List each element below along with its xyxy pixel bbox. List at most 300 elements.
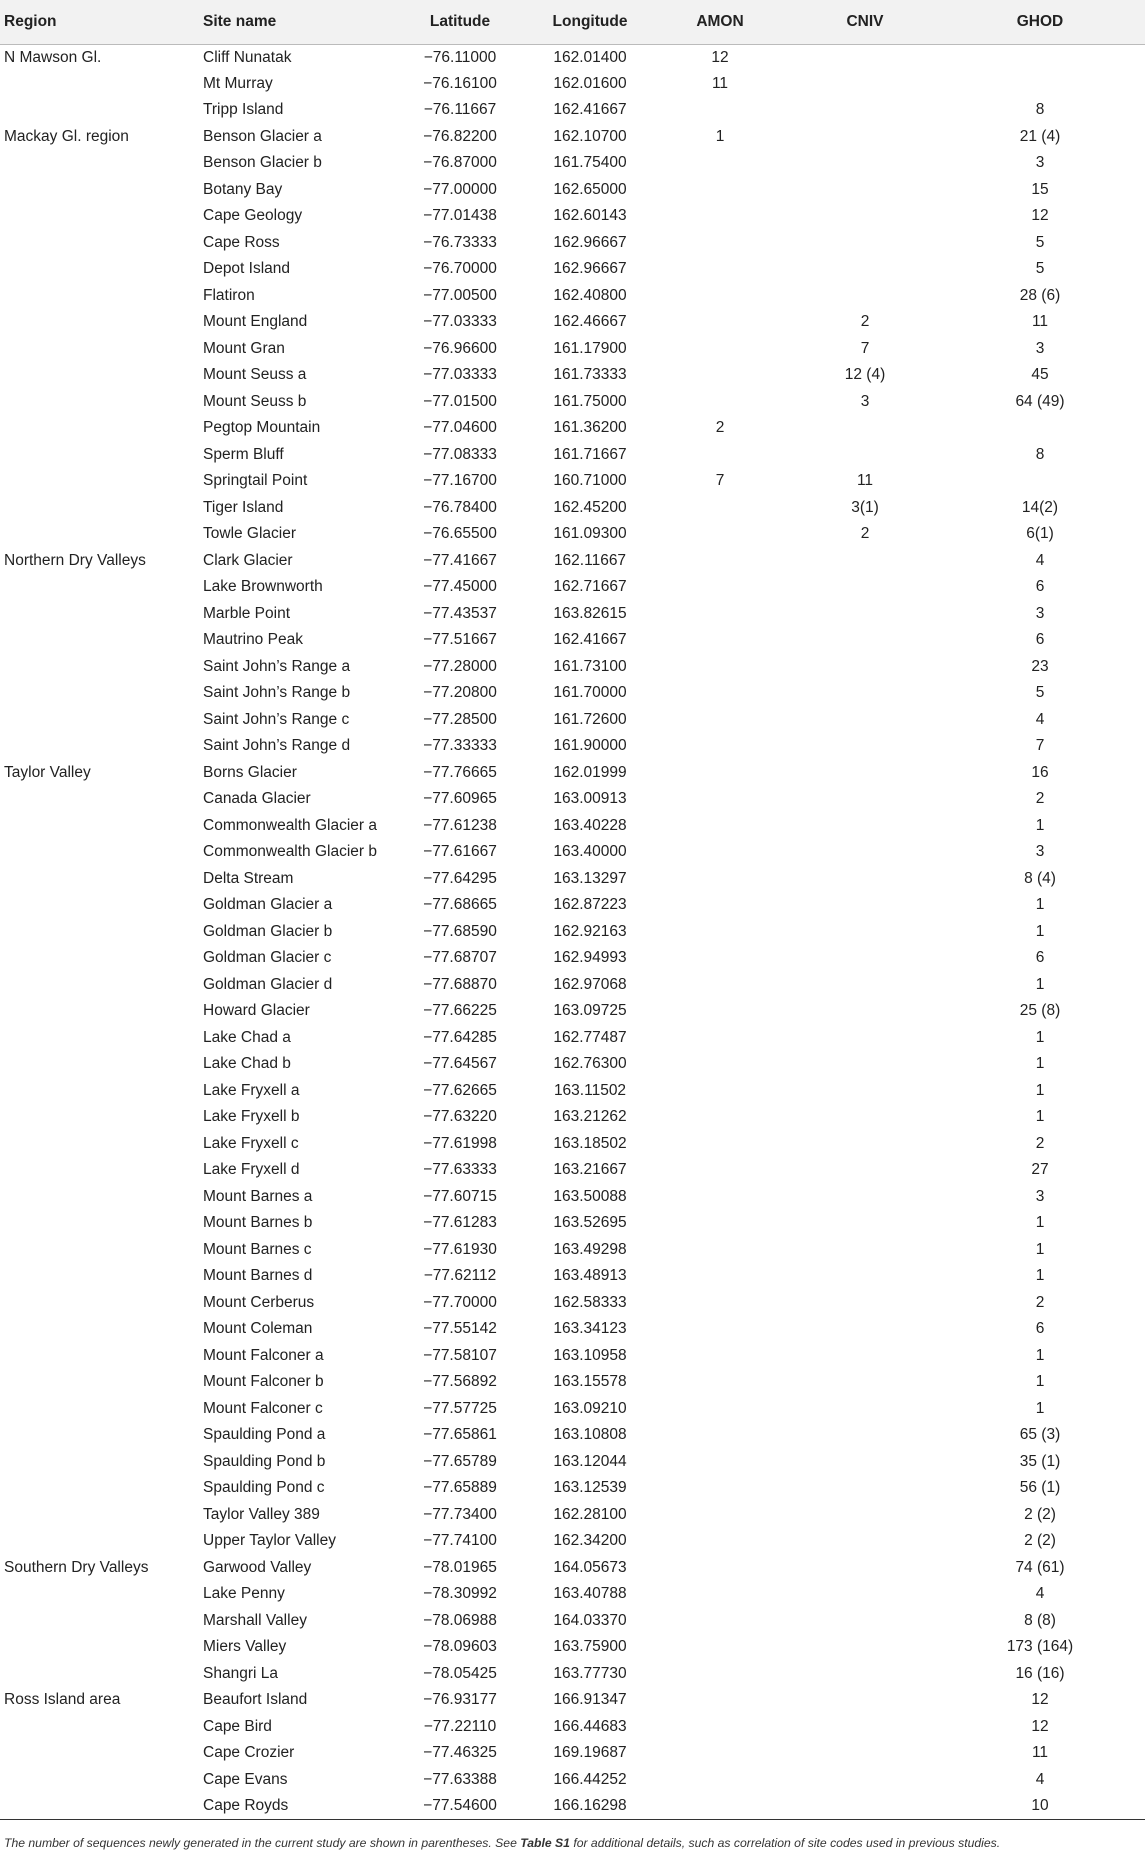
cell-site-name: Upper Taylor Valley bbox=[203, 1532, 336, 1550]
cell-amon bbox=[645, 813, 795, 840]
table-row bbox=[0, 1714, 1145, 1741]
cell-ghod: 4 bbox=[1035, 551, 1045, 569]
cell-cniv: 7 bbox=[860, 339, 870, 357]
cell-latitude: −77.64567 bbox=[423, 1055, 497, 1073]
table-row bbox=[0, 283, 1145, 310]
cell-longitude: 163.12539 bbox=[553, 1479, 627, 1497]
cell-latitude: −77.65861 bbox=[423, 1426, 497, 1444]
cell-site-name: Saint John’s Range b bbox=[203, 684, 351, 702]
cell-longitude: 162.97068 bbox=[553, 975, 627, 993]
cell-ghod: 2 bbox=[1035, 1134, 1045, 1152]
cell-longitude: 162.34200 bbox=[553, 1532, 627, 1550]
cell-longitude: 162.58333 bbox=[553, 1293, 627, 1311]
cell-cniv bbox=[795, 1502, 935, 1529]
cell-amon bbox=[645, 1634, 795, 1661]
cell-region: Mackay Gl. region bbox=[4, 127, 129, 145]
cell-latitude: −77.73400 bbox=[423, 1505, 497, 1523]
cell-region bbox=[0, 71, 203, 98]
cell-region bbox=[0, 733, 203, 760]
cell-ghod bbox=[935, 71, 1145, 98]
cell-site-name: Lake Brownworth bbox=[203, 578, 323, 596]
cell-site-name: Cape Crozier bbox=[203, 1744, 295, 1762]
table-row bbox=[0, 627, 1145, 654]
table-row bbox=[0, 521, 1145, 548]
cell-ghod: 6(1) bbox=[1026, 525, 1054, 543]
cell-amon bbox=[645, 336, 795, 363]
cell-latitude: −76.70000 bbox=[423, 260, 497, 278]
table-row bbox=[0, 1157, 1145, 1184]
cell-cniv bbox=[795, 548, 935, 575]
cell-site-name: Cliff Nunatak bbox=[203, 48, 292, 66]
cell-ghod: 1 bbox=[1035, 896, 1045, 914]
cell-ghod: 12 bbox=[1031, 1717, 1049, 1735]
cell-latitude: −76.11000 bbox=[423, 48, 497, 66]
cell-cniv bbox=[795, 601, 935, 628]
cell-latitude: −77.03333 bbox=[423, 313, 497, 331]
cell-cniv bbox=[795, 760, 935, 787]
cell-site-name: Mount Barnes c bbox=[203, 1240, 312, 1258]
table-row bbox=[0, 786, 1145, 813]
cell-cniv bbox=[795, 283, 935, 310]
cell-ghod: 16 bbox=[1031, 763, 1049, 781]
cell-site-name: Cape Royds bbox=[203, 1793, 385, 1820]
cell-amon bbox=[645, 203, 795, 230]
cell-amon bbox=[645, 1714, 795, 1741]
cell-amon bbox=[645, 1608, 795, 1635]
table-row bbox=[0, 945, 1145, 972]
cell-ghod: 6 bbox=[1035, 949, 1045, 967]
cell-longitude: 163.10808 bbox=[553, 1426, 627, 1444]
cell-latitude: −77.62112 bbox=[423, 1267, 497, 1285]
cell-ghod: 8 bbox=[1035, 101, 1045, 119]
cell-cniv bbox=[795, 707, 935, 734]
cell-region bbox=[0, 1184, 203, 1211]
cell-site-name: Goldman Glacier a bbox=[203, 896, 333, 914]
table-row bbox=[0, 866, 1145, 893]
cell-site-name: Marshall Valley bbox=[203, 1611, 307, 1629]
cell-latitude: −76.78400 bbox=[423, 498, 497, 516]
cell-site-name: Spaulding Pond c bbox=[203, 1479, 325, 1497]
cell-region bbox=[0, 1157, 203, 1184]
cell-region bbox=[0, 839, 203, 866]
cell-latitude: −77.55142 bbox=[423, 1320, 497, 1338]
cell-latitude: −76.73333 bbox=[423, 233, 497, 251]
cell-cniv bbox=[795, 813, 935, 840]
cell-ghod: 1 bbox=[1035, 816, 1045, 834]
cell-region bbox=[0, 786, 203, 813]
cell-latitude: −76.96600 bbox=[423, 339, 497, 357]
cell-longitude: 163.40228 bbox=[553, 816, 627, 834]
cell-region bbox=[0, 1290, 203, 1317]
cell-longitude: 163.12044 bbox=[553, 1452, 627, 1470]
table-row bbox=[0, 1078, 1145, 1105]
table-row bbox=[0, 1263, 1145, 1290]
cell-site-name: Tripp Island bbox=[203, 101, 284, 119]
cell-latitude: −77.28000 bbox=[423, 657, 497, 675]
cell-cniv bbox=[795, 627, 935, 654]
header-region: Region bbox=[0, 0, 203, 44]
cell-amon: 2 bbox=[715, 419, 725, 437]
cell-site-name: Marble Point bbox=[203, 604, 291, 622]
cell-amon bbox=[645, 1078, 795, 1105]
cell-region bbox=[0, 1740, 203, 1767]
cell-amon bbox=[645, 1793, 795, 1820]
cell-site-name: Pegtop Mountain bbox=[203, 419, 321, 437]
cell-amon bbox=[645, 919, 795, 946]
cell-site-name: Canada Glacier bbox=[203, 790, 311, 808]
cell-site-name: Commonwealth Glacier a bbox=[203, 816, 378, 834]
cell-ghod: 5 bbox=[1035, 233, 1045, 251]
cell-amon bbox=[645, 998, 795, 1025]
cell-ghod: 28 (6) bbox=[1019, 286, 1061, 304]
cell-ghod: 3 bbox=[1035, 1187, 1045, 1205]
cell-region bbox=[0, 1608, 203, 1635]
cell-cniv bbox=[795, 1767, 935, 1794]
cell-region bbox=[0, 283, 203, 310]
table-row bbox=[0, 760, 1145, 787]
cell-ghod: 8 (8) bbox=[1024, 1611, 1056, 1629]
cell-latitude: −77.28500 bbox=[423, 710, 497, 728]
cell-cniv bbox=[795, 574, 935, 601]
cell-region bbox=[0, 1661, 203, 1688]
cell-region bbox=[0, 627, 203, 654]
cell-cniv bbox=[795, 1555, 935, 1582]
cell-ghod bbox=[935, 468, 1145, 495]
cell-cniv bbox=[795, 866, 935, 893]
table-header-row bbox=[0, 0, 1145, 44]
table-row bbox=[0, 1422, 1145, 1449]
cell-region bbox=[0, 1449, 203, 1476]
cell-region bbox=[0, 1025, 203, 1052]
cell-amon bbox=[645, 680, 795, 707]
cell-region bbox=[0, 468, 203, 495]
cell-latitude: −78.05425 bbox=[423, 1664, 497, 1682]
cell-region bbox=[0, 972, 203, 999]
table-row bbox=[0, 1343, 1145, 1370]
cell-latitude: −77.68590 bbox=[423, 922, 497, 940]
table-row bbox=[0, 1793, 1145, 1820]
cell-longitude: 163.00913 bbox=[553, 790, 627, 808]
cell-site-name: Benson Glacier b bbox=[203, 154, 322, 172]
cell-longitude: 161.72600 bbox=[553, 710, 627, 728]
cell-amon bbox=[645, 733, 795, 760]
cell-site-name: Sperm Bluff bbox=[203, 445, 284, 463]
table-row bbox=[0, 1449, 1145, 1476]
cell-latitude: −77.58107 bbox=[423, 1346, 497, 1364]
cell-cniv bbox=[795, 1184, 935, 1211]
cell-longitude: 161.17900 bbox=[553, 339, 627, 357]
cell-amon bbox=[645, 1184, 795, 1211]
table-row bbox=[0, 972, 1145, 999]
cell-cniv bbox=[795, 998, 935, 1025]
cell-amon bbox=[645, 1051, 795, 1078]
cell-amon bbox=[645, 1157, 795, 1184]
table-row bbox=[0, 336, 1145, 363]
table-row bbox=[0, 1104, 1145, 1131]
cell-cniv bbox=[795, 1369, 935, 1396]
cell-longitude: 162.11667 bbox=[553, 551, 627, 569]
cell-cniv bbox=[795, 945, 935, 972]
cell-region bbox=[0, 1502, 203, 1529]
table-row bbox=[0, 1210, 1145, 1237]
cell-longitude: 163.52695 bbox=[553, 1214, 627, 1232]
cell-region bbox=[0, 1767, 203, 1794]
cell-latitude: −77.45000 bbox=[423, 578, 497, 596]
cell-site-name: Lake Fryxell d bbox=[203, 1161, 300, 1179]
cell-longitude: 162.10700 bbox=[553, 127, 627, 145]
cell-site-name: Mount Gran bbox=[203, 339, 285, 357]
cell-region bbox=[0, 442, 203, 469]
cell-ghod: 74 (61) bbox=[1015, 1558, 1065, 1576]
cell-site-name: Saint John’s Range d bbox=[203, 737, 351, 755]
cell-ghod: 1 bbox=[1035, 1055, 1045, 1073]
cell-cniv bbox=[795, 839, 935, 866]
cell-latitude: −77.65889 bbox=[423, 1479, 497, 1497]
cell-amon bbox=[645, 256, 795, 283]
table-row bbox=[0, 1396, 1145, 1423]
cell-amon bbox=[645, 1131, 795, 1158]
cell-ghod bbox=[935, 44, 1145, 71]
cell-region bbox=[0, 203, 203, 230]
cell-region bbox=[0, 1793, 203, 1820]
cell-ghod: 10 bbox=[935, 1793, 1145, 1820]
cell-latitude: −77.64285 bbox=[423, 1028, 497, 1046]
cell-longitude: 162.65000 bbox=[553, 180, 627, 198]
cell-ghod: 6 bbox=[1035, 631, 1045, 649]
cell-ghod: 2 (2) bbox=[1024, 1505, 1056, 1523]
cell-cniv bbox=[795, 1131, 935, 1158]
table-body bbox=[0, 44, 1145, 1820]
cell-ghod: 65 (3) bbox=[1019, 1426, 1061, 1444]
cell-region bbox=[0, 230, 203, 257]
cell-region: N Mawson Gl. bbox=[4, 48, 102, 66]
cell-amon bbox=[645, 1396, 795, 1423]
cell-cniv bbox=[795, 203, 935, 230]
cell-ghod: 3 bbox=[1035, 843, 1045, 861]
table-row bbox=[0, 1687, 1145, 1714]
table-row bbox=[0, 1740, 1145, 1767]
table-row bbox=[0, 44, 1145, 71]
cell-ghod: 4 bbox=[1035, 1585, 1045, 1603]
cell-site-name: Spaulding Pond a bbox=[203, 1426, 326, 1444]
cell-site-name: Goldman Glacier b bbox=[203, 922, 333, 940]
cell-ghod: 4 bbox=[1035, 1770, 1045, 1788]
cell-ghod: 56 (1) bbox=[1019, 1479, 1061, 1497]
table-row bbox=[0, 1316, 1145, 1343]
cell-amon bbox=[645, 1502, 795, 1529]
cell-ghod: 3 bbox=[1035, 154, 1045, 172]
cell-region bbox=[0, 1528, 203, 1555]
table-row bbox=[0, 203, 1145, 230]
cell-longitude: 163.50088 bbox=[553, 1187, 627, 1205]
cell-longitude: 163.34123 bbox=[553, 1320, 627, 1338]
cell-latitude: −78.06988 bbox=[423, 1611, 497, 1629]
cell-ghod: 23 bbox=[1031, 657, 1049, 675]
cell-longitude: 161.75400 bbox=[553, 154, 627, 172]
cell-region: Taylor Valley bbox=[4, 763, 91, 781]
cell-amon bbox=[645, 150, 795, 177]
table-row bbox=[0, 1475, 1145, 1502]
cell-amon bbox=[645, 945, 795, 972]
cell-latitude: −77.76665 bbox=[423, 763, 497, 781]
cell-region bbox=[0, 415, 203, 442]
cell-longitude: 163.13297 bbox=[553, 869, 627, 887]
cell-longitude: 162.76300 bbox=[553, 1055, 627, 1073]
cell-latitude: −77.01500 bbox=[423, 392, 497, 410]
cell-cniv bbox=[795, 1078, 935, 1105]
table-row bbox=[0, 495, 1145, 522]
cell-site-name: Howard Glacier bbox=[203, 1002, 310, 1020]
table-row bbox=[0, 468, 1145, 495]
table-row bbox=[0, 680, 1145, 707]
cell-latitude: −77.61667 bbox=[423, 843, 497, 861]
cell-cniv: 3(1) bbox=[851, 498, 879, 516]
cell-cniv bbox=[795, 124, 935, 151]
cell-latitude: −76.16100 bbox=[423, 74, 497, 92]
cell-latitude: −77.60715 bbox=[423, 1187, 497, 1205]
cell-cniv: 2 bbox=[860, 525, 870, 543]
cell-amon bbox=[645, 786, 795, 813]
cell-latitude: −77.64295 bbox=[423, 869, 497, 887]
cell-cniv bbox=[795, 44, 935, 71]
cell-longitude: 162.01600 bbox=[553, 74, 627, 92]
cell-site-name: Lake Chad a bbox=[203, 1028, 291, 1046]
cell-site-name: Mount England bbox=[203, 313, 308, 331]
cell-ghod: 1 bbox=[1035, 922, 1045, 940]
cell-longitude: 162.94993 bbox=[553, 949, 627, 967]
cell-longitude: 163.09210 bbox=[553, 1399, 627, 1417]
cell-latitude: −77.20800 bbox=[423, 684, 497, 702]
cell-latitude: −77.68665 bbox=[423, 896, 497, 914]
cell-cniv bbox=[795, 654, 935, 681]
cell-latitude: −76.11667 bbox=[423, 101, 497, 119]
table-row bbox=[0, 1502, 1145, 1529]
cell-ghod: 1 bbox=[1035, 1240, 1045, 1258]
cell-cniv bbox=[795, 786, 935, 813]
cell-amon bbox=[645, 177, 795, 204]
cell-cniv bbox=[795, 1608, 935, 1635]
cell-amon bbox=[645, 839, 795, 866]
cell-ghod: 6 bbox=[1035, 1320, 1045, 1338]
cell-region bbox=[0, 866, 203, 893]
cell-site-name: Springtail Point bbox=[203, 472, 308, 490]
cell-longitude: 166.16298 bbox=[535, 1793, 645, 1820]
table-row bbox=[0, 1184, 1145, 1211]
cell-site-name: Goldman Glacier d bbox=[203, 975, 333, 993]
cell-site-name: Mount Falconer a bbox=[203, 1346, 324, 1364]
cell-longitude: 161.36200 bbox=[553, 419, 627, 437]
cell-ghod: 5 bbox=[1035, 260, 1045, 278]
cell-ghod: 64 (49) bbox=[1015, 392, 1065, 410]
cell-site-name: Lake Fryxell c bbox=[203, 1134, 299, 1152]
cell-longitude: 166.44252 bbox=[553, 1770, 627, 1788]
cell-ghod: 4 bbox=[1035, 710, 1045, 728]
cell-site-name: Depot Island bbox=[203, 260, 291, 278]
cell-amon bbox=[645, 1237, 795, 1264]
cell-latitude: −78.30992 bbox=[423, 1585, 497, 1603]
cell-longitude: 162.77487 bbox=[553, 1028, 627, 1046]
cell-amon bbox=[645, 654, 795, 681]
table-row bbox=[0, 839, 1145, 866]
cell-latitude: −76.93177 bbox=[423, 1691, 497, 1709]
cell-ghod: 11 bbox=[1031, 1744, 1049, 1762]
cell-longitude: 163.82615 bbox=[553, 604, 627, 622]
table-row bbox=[0, 892, 1145, 919]
header-longitude: Longitude bbox=[535, 0, 645, 44]
cell-amon bbox=[645, 362, 795, 389]
cell-latitude: −77.61283 bbox=[423, 1214, 497, 1232]
cell-cniv bbox=[795, 680, 935, 707]
table-row bbox=[0, 1528, 1145, 1555]
cell-longitude: 162.41667 bbox=[553, 101, 627, 119]
table-row bbox=[0, 1290, 1145, 1317]
table-row bbox=[0, 389, 1145, 416]
cell-latitude: −77.00500 bbox=[423, 286, 497, 304]
cell-amon bbox=[645, 574, 795, 601]
cell-amon bbox=[645, 389, 795, 416]
cell-site-name: Lake Penny bbox=[203, 1585, 285, 1603]
cell-ghod: 8 (4) bbox=[1024, 869, 1056, 887]
cell-amon bbox=[645, 283, 795, 310]
cell-ghod: 2 bbox=[1035, 1293, 1045, 1311]
cell-amon bbox=[645, 1263, 795, 1290]
cell-ghod: 1 bbox=[1035, 1373, 1045, 1391]
cell-cniv bbox=[795, 1157, 935, 1184]
cell-longitude: 163.10958 bbox=[553, 1346, 627, 1364]
cell-region bbox=[0, 1396, 203, 1423]
cell-latitude: −77.65789 bbox=[423, 1452, 497, 1470]
cell-amon bbox=[645, 1687, 795, 1714]
table-row bbox=[0, 654, 1145, 681]
cell-region bbox=[0, 177, 203, 204]
cell-latitude: −77.51667 bbox=[423, 631, 497, 649]
cell-region: Southern Dry Valleys bbox=[4, 1558, 149, 1576]
cell-longitude: 162.01400 bbox=[553, 48, 627, 66]
table-row bbox=[0, 362, 1145, 389]
table-row bbox=[0, 230, 1145, 257]
cell-latitude: −77.68707 bbox=[423, 949, 497, 967]
cell-amon bbox=[645, 1104, 795, 1131]
cell-region bbox=[0, 1634, 203, 1661]
cell-latitude: −77.74100 bbox=[423, 1532, 497, 1550]
cell-cniv bbox=[795, 150, 935, 177]
cell-cniv: 3 bbox=[860, 392, 870, 410]
cell-region bbox=[0, 389, 203, 416]
cell-latitude: −77.22110 bbox=[423, 1717, 497, 1735]
cell-ghod bbox=[935, 415, 1145, 442]
cell-cniv bbox=[795, 1316, 935, 1343]
cell-longitude: 163.21262 bbox=[553, 1108, 627, 1126]
cell-amon: 12 bbox=[711, 48, 729, 66]
cell-amon bbox=[645, 707, 795, 734]
cell-site-name: Goldman Glacier c bbox=[203, 949, 332, 967]
cell-region: Northern Dry Valleys bbox=[4, 551, 146, 569]
cell-site-name: Mount Barnes b bbox=[203, 1214, 313, 1232]
cell-region bbox=[0, 680, 203, 707]
cell-site-name: Saint John’s Range c bbox=[203, 710, 350, 728]
cell-region bbox=[0, 521, 203, 548]
cell-site-name: Spaulding Pond b bbox=[203, 1452, 326, 1470]
cell-ghod: 15 bbox=[1031, 180, 1049, 198]
cell-cniv bbox=[795, 1343, 935, 1370]
table-row bbox=[0, 442, 1145, 469]
cell-cniv bbox=[795, 1210, 935, 1237]
cell-longitude: 163.75900 bbox=[553, 1638, 627, 1656]
cell-region bbox=[0, 707, 203, 734]
table-row bbox=[0, 1634, 1145, 1661]
cell-region: Ross Island area bbox=[4, 1691, 121, 1709]
cell-longitude: 163.15578 bbox=[553, 1373, 627, 1391]
